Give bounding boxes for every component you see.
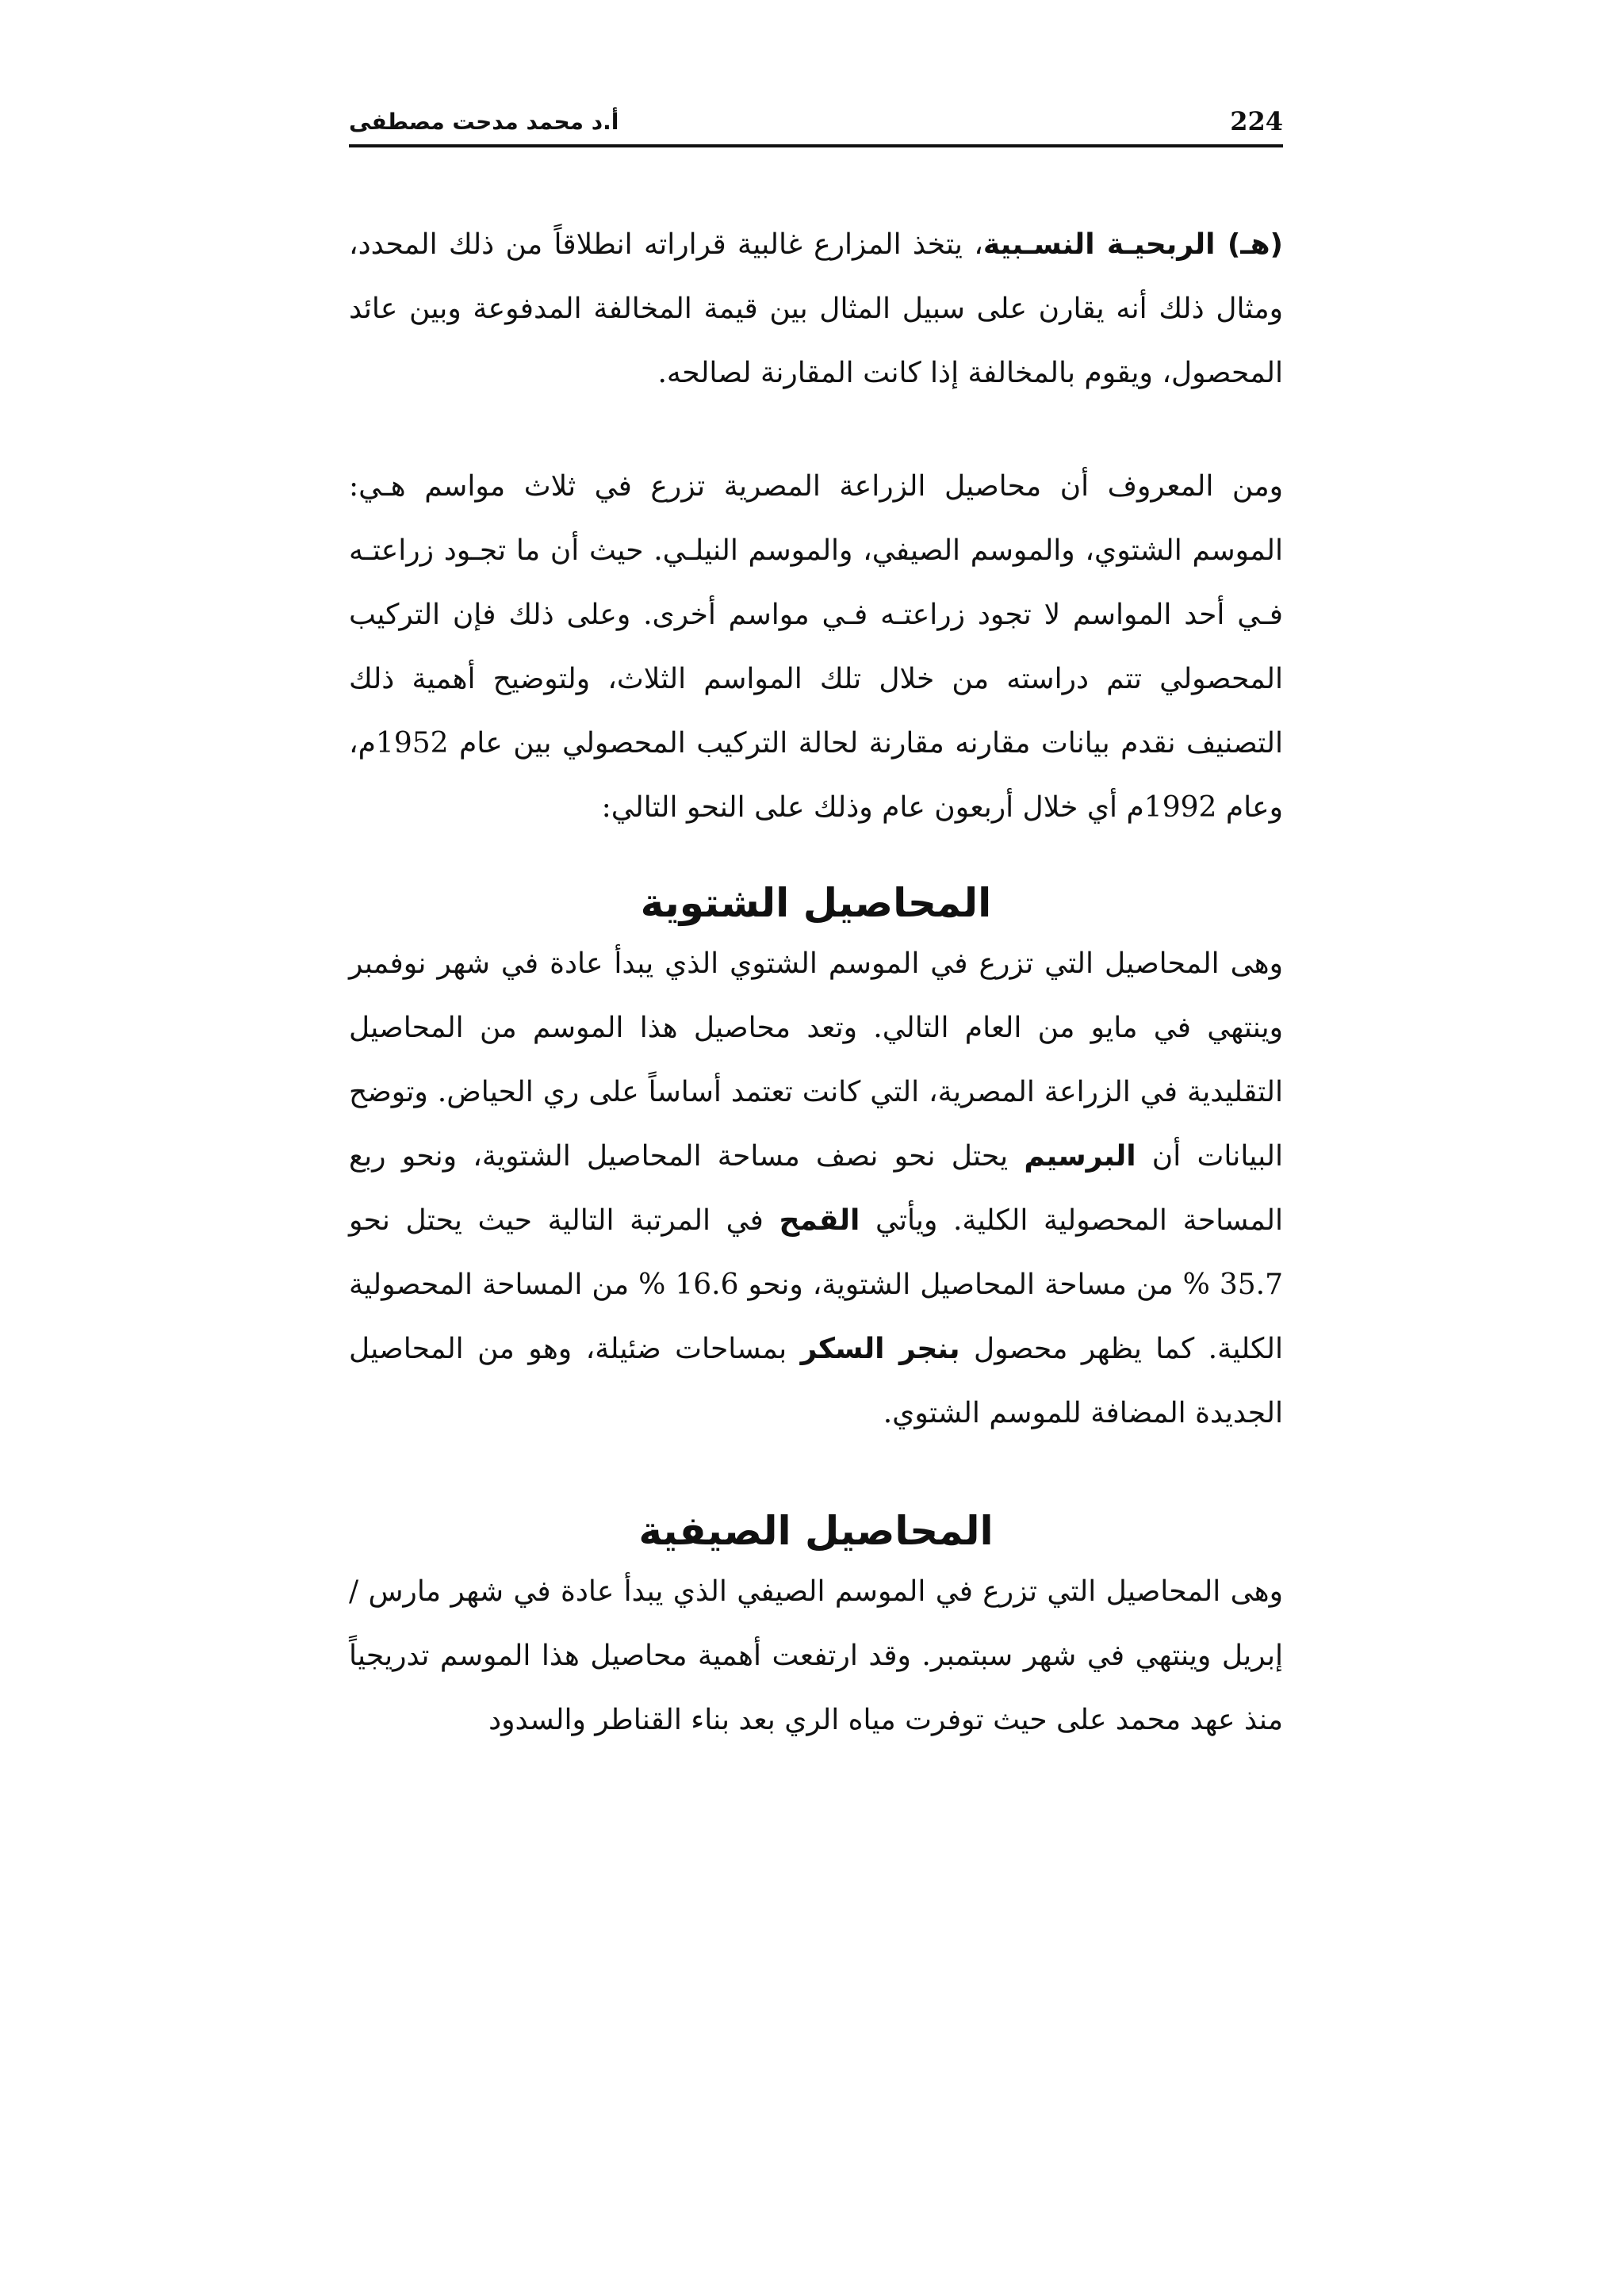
paragraph-text: يحتل نحو نصف مساحة المحاصيل الشتوية، ونحو ربع المساحة المحصولية الكلية. ويأتي: [349, 1140, 1283, 1237]
header-rule: [349, 144, 1283, 147]
paragraph-text: ومن المعروف أن محاصيل الزراعة المصرية تزرع في ثلاث مواسم هـي: الموسم الشتوي، والموسم الصيفي، والموسم النيلـي. حيث أن ما تجـود زراعتـه فـي أحد المواسم لا تجود زراعتـه فـي مواسم أخرى. وعلى ذلك فإن التركيب المحصولي تتم دراسته من خلال تلك المواسم الثلاث، ولتوضيح أهمية ذلك التصنيف نقدم بيانات مقارنه مقارنة لحالة التركيب المحصولي بين عام 1952م، وعام 1992م أي خلال أربعون عام وذلك على النحو التالي:: [349, 470, 1283, 824]
bold-term-clover: البرسيم: [1024, 1140, 1136, 1173]
paragraph-text: ، يتخذ المزارع غالبية قراراته انطلاقاً من ذلك المحدد، ومثال ذلك أنه يقارن على سبيل المثال بين قيمة المخالفة المدفوعة وبين عائد المحصول، ويقوم بالمخالفة إذا كانت المقارنة لصالحه.: [349, 228, 1283, 389]
paragraph-relative-profitability: [349, 212, 1283, 405]
paragraph-text: في المرتبة التالية حيث يحتل نحو 35.7 % من مساحة المحاصيل الشتوية، ونحو 16.6 % من المساحة المحصولية الكلية. كما يظهر محصول: [349, 1204, 1284, 1365]
paragraph-seasons-intro: [349, 454, 1283, 840]
section-heading-winter-crops: المحاصيل الشتوية: [640, 880, 992, 926]
paragraph-winter-crops: [349, 932, 1283, 1445]
paragraph-lead-label: (هـ) الربحيـة النسـبية: [982, 228, 1284, 261]
bold-term-wheat: القمح: [779, 1204, 860, 1237]
section-heading-summer-crops: المحاصيل الصيفية: [638, 1508, 994, 1554]
running-header-author: أ.د محمد مدحت مصطفى: [349, 108, 619, 135]
paragraph-text: وهى المحاصيل التي تزرع في الموسم الشتوي الذي يبدأ عادة في شهر نوفمبر وينتهي في مايو من العام التالي. وتعد محاصيل هذا الموسم من المحاصيل التقليدية في الزراعة المصرية، التي كانت تعتمد أساساً على ري الحياض. وتوضح البيانات أن: [349, 947, 1283, 1173]
paragraph-text: بمساحات ضئيلة، وهو من المحاصيل الجديدة المضافة للموسم الشتوي.: [349, 1333, 1283, 1429]
paragraph-text: وهى المحاصيل التي تزرع في الموسم الصيفي الذي يبدأ عادة في شهر مارس / إبريل وينتهي في شهر سبتمبر. وقد ارتفعت أهمية محاصيل هذا الموسم تدريجياً منذ عهد محمد على حيث توفرت مياه الري بعد بناء القناطر والسدود: [349, 1575, 1283, 1736]
page-header: [349, 101, 1283, 141]
page-body: [349, 212, 1283, 1752]
page-number: 224: [1230, 106, 1283, 136]
paragraph-summer-crops: [349, 1559, 1283, 1752]
bold-term-sugar-beet: بنجر السكر: [800, 1333, 960, 1365]
